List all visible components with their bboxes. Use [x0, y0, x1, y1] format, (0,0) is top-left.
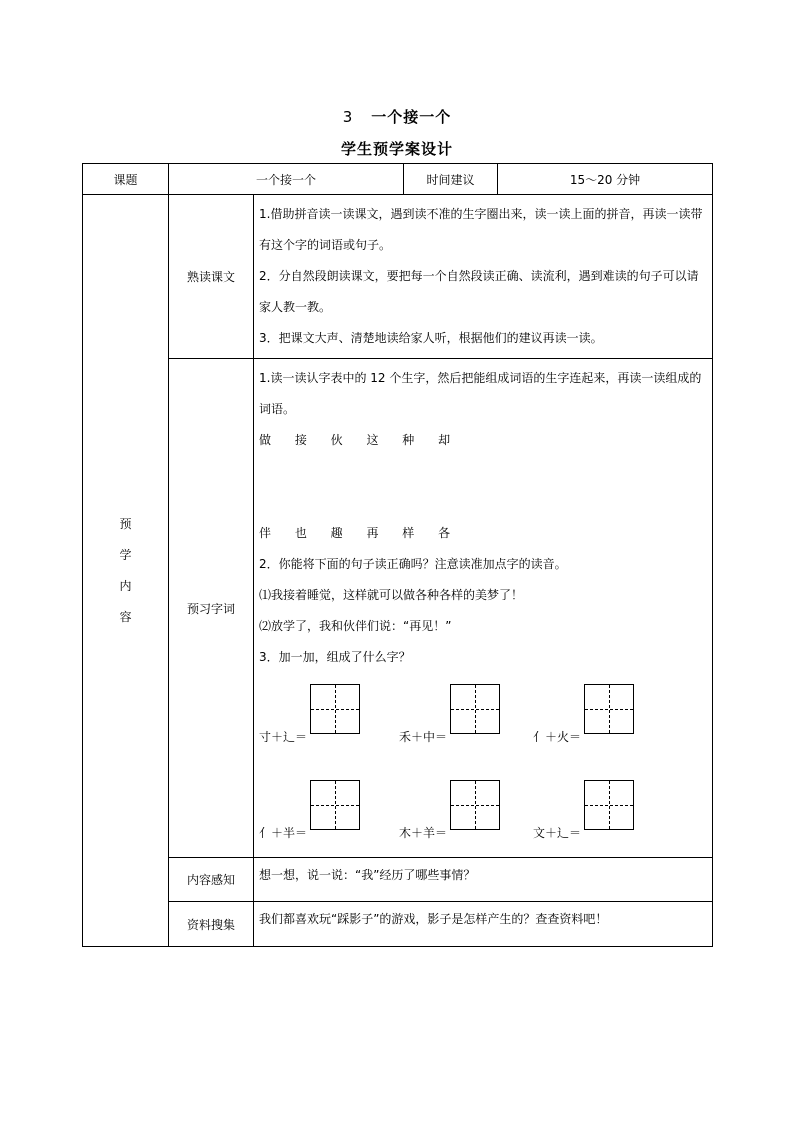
sentence-2: ⑵放学了，我和伙伴们说：“再见！” — [259, 619, 452, 633]
perception-text: 想一想，说一说：“我”经历了哪些事情？ — [254, 858, 713, 902]
section-label-char: 预 — [119, 516, 132, 531]
lesson-title-text: 一个接一个 — [371, 108, 452, 126]
perception-row — [83, 858, 713, 902]
writing-grid-box[interactable] — [450, 780, 500, 830]
writing-grid-box[interactable] — [310, 684, 360, 734]
research-row — [83, 902, 713, 947]
section-label-char: 容 — [119, 609, 132, 624]
lesson-title — [0, 106, 794, 127]
section-label-char: 内 — [119, 578, 132, 593]
time-label: 时间建议 — [404, 164, 498, 195]
words-item-1: 1.读一读认字表中的 12 个生字，然后把能组成词语的生字连起来，再读一读组成的词语。 — [259, 371, 702, 416]
writing-grid-box[interactable] — [310, 780, 360, 830]
chars-bottom: 伴 也 趣 再 样 各 — [259, 526, 461, 540]
combo-label: 禾＋中＝ — [399, 730, 448, 744]
reading-item-1: 1.借助拼音读一读课文，遇到读不准的生字圈出来，读一读上面的拼音，再读一读带有这个字的词语或句子。 — [259, 207, 703, 252]
sentence-1: ⑴我接着睡觉，这样就可以做各种各样的美梦了！ — [259, 588, 524, 602]
words-content — [254, 359, 713, 858]
combo-label: 亻＋火＝ — [533, 730, 582, 744]
writing-grid-box[interactable] — [450, 684, 500, 734]
reading-label: 熟读课文 — [169, 195, 254, 359]
preview-table — [82, 163, 713, 947]
combo-item — [259, 780, 399, 845]
topic-label: 课题 — [83, 164, 169, 195]
combo-item — [399, 780, 533, 845]
writing-grid-box[interactable] — [584, 780, 634, 830]
time-value: 15～20 分钟 — [498, 164, 713, 195]
words-label: 预习字词 — [169, 359, 254, 858]
words-item-3: 3．加一加，组成了什么字？ — [259, 650, 411, 664]
page-subtitle: 学生预学案设计 — [340, 140, 453, 158]
combo-item — [533, 780, 683, 845]
combo-label: 寸＋辶＝ — [259, 730, 308, 744]
combo-row-1 — [259, 673, 708, 749]
combo-label: 木＋羊＝ — [399, 826, 448, 840]
topic-row — [83, 164, 713, 195]
combo-row-2 — [259, 765, 708, 845]
reading-content — [254, 195, 713, 359]
reading-item-3: 3．把课文大声、清楚地读给家人听，根据他们的建议再读一读。 — [259, 331, 603, 345]
matching-space — [259, 456, 708, 518]
words-item-2: 2．你能将下面的句子读正确吗？注意读准加点字的读音。 — [259, 557, 567, 571]
combo-label: 亻＋半＝ — [259, 826, 308, 840]
research-label: 资料搜集 — [169, 902, 254, 947]
research-text: 我们都喜欢玩“踩影子”的游戏，影子是怎样产生的？查查资料吧！ — [254, 902, 713, 947]
lesson-number: 3 — [342, 108, 354, 126]
reading-row — [83, 195, 713, 359]
combo-label: 文＋辶＝ — [533, 826, 582, 840]
perception-label: 内容感知 — [169, 858, 254, 902]
words-row — [83, 359, 713, 858]
section-label — [83, 195, 169, 947]
reading-item-2: 2．分自然段朗读课文，要把每一个自然段读正确、读流利，遇到难读的句子可以请家人教一教。 — [259, 269, 699, 314]
combo-item — [399, 684, 533, 749]
chars-top: 做 接 伙 这 种 却 — [259, 433, 461, 447]
writing-grid-box[interactable] — [584, 684, 634, 734]
section-label-char: 学 — [119, 547, 132, 562]
combo-item — [259, 684, 399, 749]
topic-value: 一个接一个 — [169, 164, 404, 195]
combo-item — [533, 684, 683, 749]
